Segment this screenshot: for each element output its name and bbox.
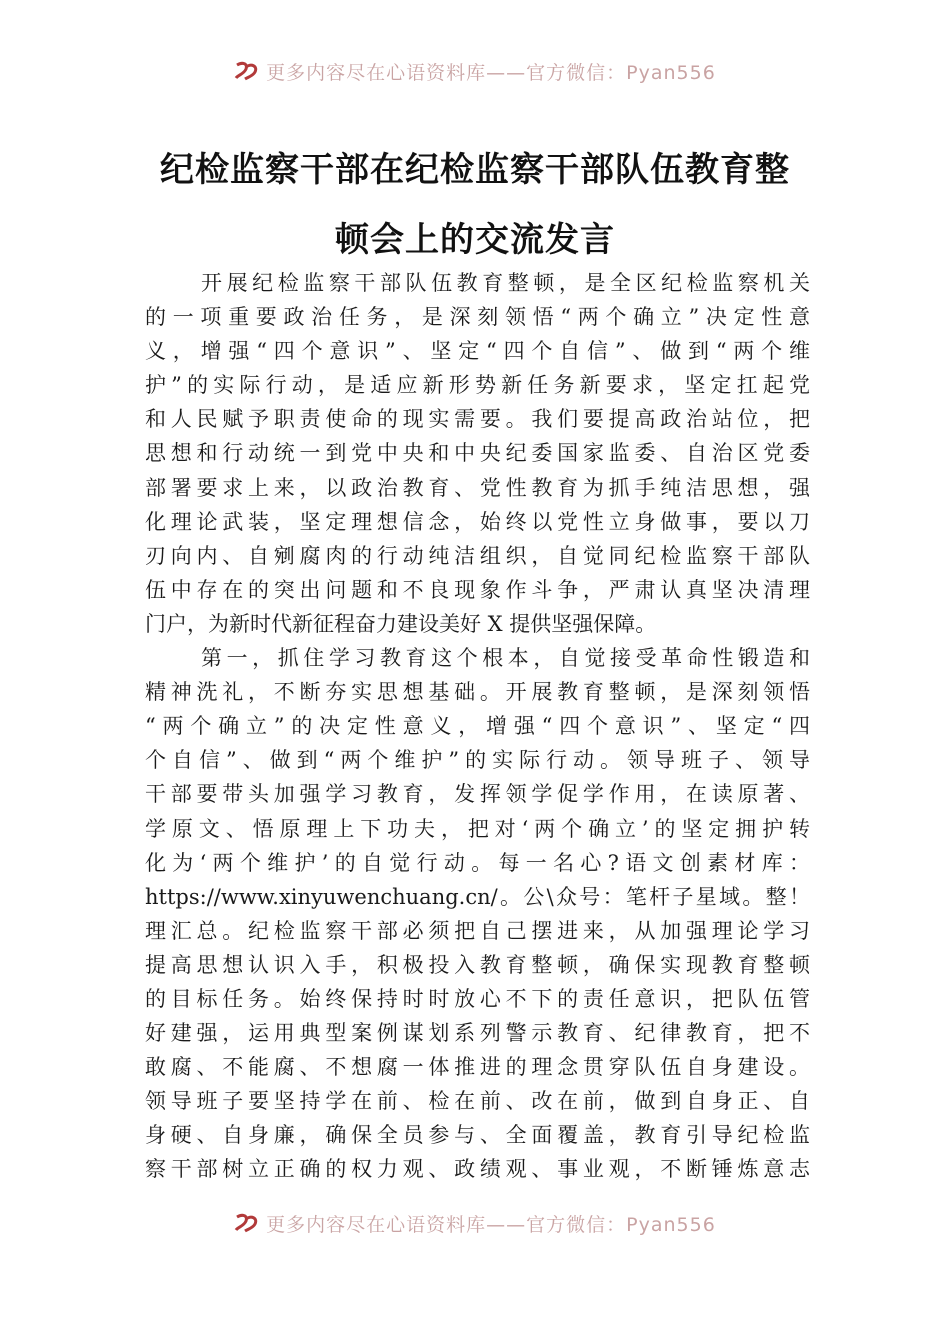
body-line: 部署要求上来，以政治教育、党性教育为抓手纯洁思想，强 bbox=[145, 475, 810, 500]
body-line: 察干部树立正确的权力观、政绩观、事业观，不断锤炼意志 bbox=[145, 1157, 810, 1182]
footer-watermark bbox=[0, 1208, 950, 1238]
body-line: 思想和行动统一到党中央和中央纪委国家监委、自治区党委 bbox=[145, 441, 810, 466]
body-line: 敢腐、不能腐、不想腐一体推进的理念贯穿队伍自身建设。 bbox=[145, 1055, 810, 1080]
body-line: https://www.xinyuwenchuang.cn/。公\众号：笔杆子星域。整！ bbox=[145, 884, 810, 909]
body-line: 门户，为新时代新征程奋力建设美好 X 提供坚强保障。 bbox=[145, 611, 657, 636]
body-line: 个自信”、做到“两个维护”的实际行动。领导班子、领导 bbox=[145, 748, 810, 773]
body-line: 刃向内、自剜腐肉的行动纯洁组织，自觉同纪检监察干部队 bbox=[145, 543, 810, 568]
brand-logo-icon bbox=[234, 1213, 260, 1233]
document-title-line-2: 顿会上的交流发言 bbox=[335, 220, 615, 260]
body-line: 的一项重要政治任务，是深刻领悟“两个确立”决定性意 bbox=[145, 305, 810, 330]
header-watermark bbox=[0, 56, 950, 86]
body-line: 化为‘两个维护’的自觉行动。每一名心?语文创素材库： bbox=[145, 850, 810, 875]
body-line: 护”的实际行动，是适应新形势新任务新要求，坚定扛起党 bbox=[145, 373, 810, 398]
body-line: 第一，抓住学习教育这个根本，自觉接受革命性锻造和 bbox=[201, 646, 810, 671]
body-line: 化理论武装，坚定理想信念，始终以党性立身做事，要以刀 bbox=[145, 509, 810, 534]
document-body bbox=[145, 266, 810, 1187]
body-line: “两个确立”的决定性意义，增强“四个意识”、坚定“四 bbox=[145, 714, 810, 739]
watermark-text: 更多内容尽在心语资料库——官方微信：Pyan556 bbox=[266, 1213, 716, 1236]
body-line: 精神洗礼，不断夯实思想基础。开展教育整顿，是深刻领悟 bbox=[145, 680, 810, 705]
body-line: 提高思想认识入手，积极投入教育整顿，确保实现教育整顿 bbox=[145, 952, 810, 977]
body-line: 身硬、自身廉，确保全员参与、全面覆盖，教育引导纪检监 bbox=[145, 1123, 810, 1148]
body-line: 好建强，运用典型案例谋划系列警示教育、纪律教育，把不 bbox=[145, 1021, 810, 1046]
body-line: 理汇总。纪检监察干部必须把自己摆进来，从加强理论学习 bbox=[145, 918, 810, 943]
body-line: 伍中存在的突出问题和不良现象作斗争，严肃认真坚决清理 bbox=[145, 577, 810, 602]
body-line: 义，增强“四个意识”、坚定“四个自信”、做到“两个维 bbox=[145, 339, 810, 364]
document-title-line-1: 纪检监察干部在纪检监察干部队伍教育整 bbox=[160, 150, 790, 190]
body-line: 干部要带头加强学习教育，发挥领学促学作用，在读原著、 bbox=[145, 782, 810, 807]
body-line: 学原文、悟原理上下功夫，把对‘两个确立’的坚定拥护转 bbox=[145, 816, 810, 841]
brand-logo-icon bbox=[234, 61, 260, 81]
body-line: 领导班子要坚持学在前、检在前、改在前，做到自身正、自 bbox=[145, 1089, 810, 1114]
watermark-text: 更多内容尽在心语资料库——官方微信：Pyan556 bbox=[266, 61, 716, 84]
body-line: 和人民赋予职责使命的现实需要。我们要提高政治站位，把 bbox=[145, 407, 810, 432]
body-line: 开展纪检监察干部队伍教育整顿，是全区纪检监察机关 bbox=[201, 271, 810, 295]
body-line: 的目标任务。始终保持时时放心不下的责任意识，把队伍管 bbox=[145, 986, 810, 1011]
